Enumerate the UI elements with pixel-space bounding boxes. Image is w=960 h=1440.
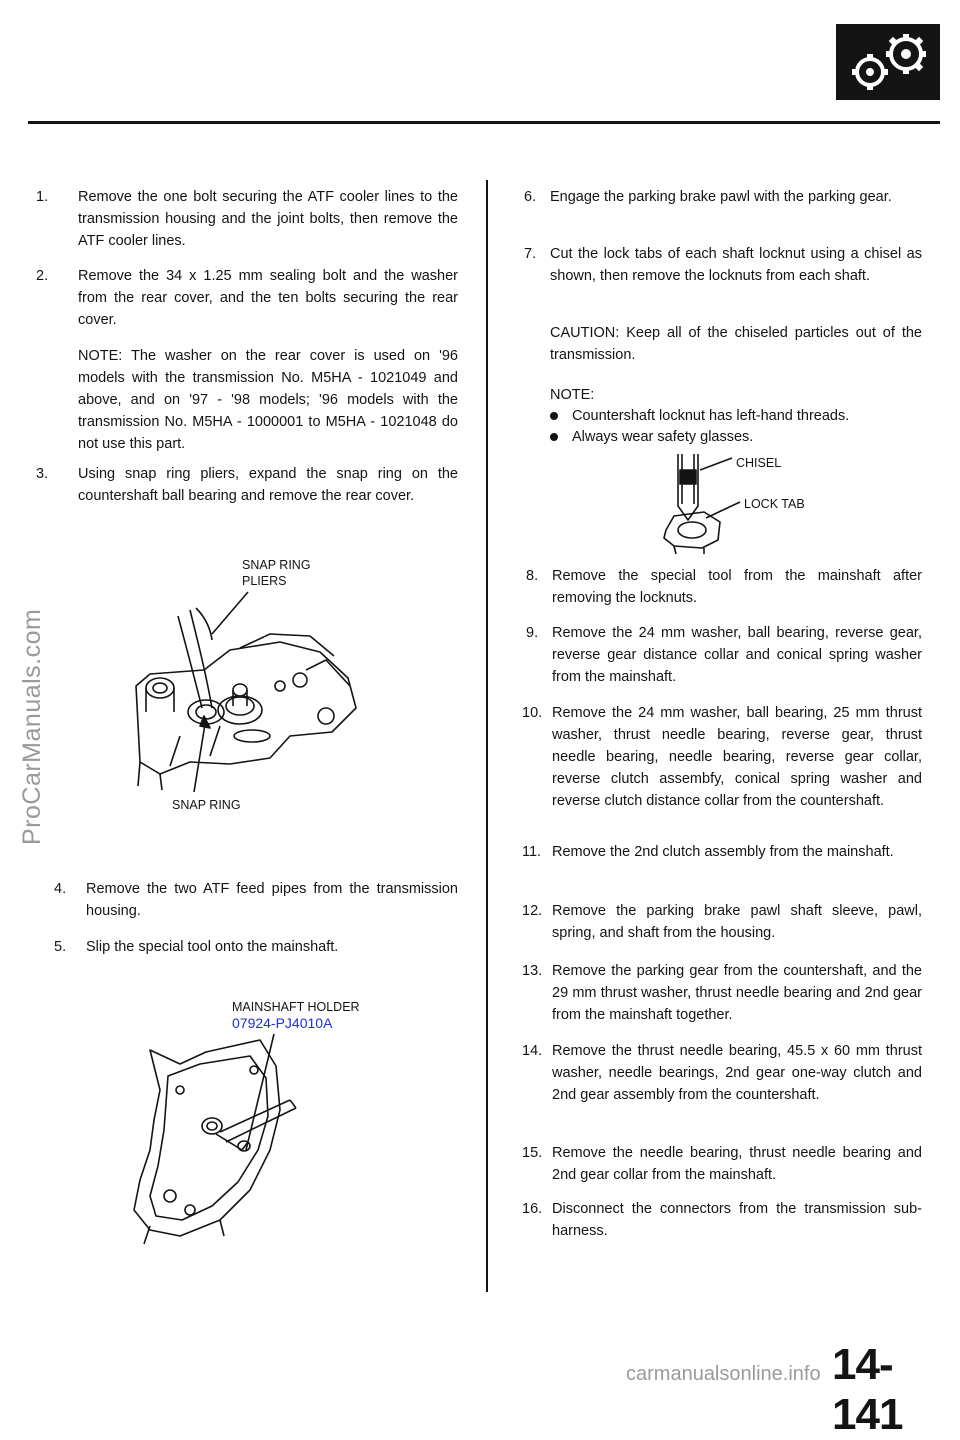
header-rule bbox=[28, 121, 940, 124]
snap-ring-label: SNAP RING bbox=[172, 798, 241, 812]
page-number: 14-141 bbox=[832, 1340, 903, 1439]
snap-ring-pliers-label: SNAP RING PLIERS bbox=[242, 558, 311, 588]
rear-cover-washer-note: NOTE: The washer on the rear cover is used on '96 models with the transmission No. M5HA - 1021049 and above, and on '97 - '98 models; '96 models with the transmission No. M5HA - 1000001 to M5HA - 1021048 do not use this part. bbox=[78, 348, 458, 452]
mainshaft-holder-illustration bbox=[120, 1030, 420, 1250]
column-divider bbox=[486, 180, 488, 1292]
gears-icon bbox=[836, 24, 940, 100]
mainshaft-holder-label: MAINSHAFT HOLDER bbox=[232, 1000, 360, 1014]
note-title: NOTE: bbox=[550, 387, 595, 403]
manual-page: ProCarManuals.com 1. Remove the one bolt securing the ATF cooler lines to the transmission housing and the joint bolts, then remove the ATF cooler lines. 2. Remove the 34 x 1.25 mm sealing bolt and the washer from the rear cover, and the ten bolts securing the rear cover. NOTE: The washer on the rear cover is used on '96 models with the transmission No. M5HA - 1021049 and above, and on '97 - '98 models; '96 models with the transmission No. M5HA - 1000001 to M5HA - 1021048 do not use this part. 3. Using snap ring pliers, expand the snap ring on the countershaft ball bearing and remove the rear cover. SNAP RING PLIERS SNAP RING 4. Remove the two ATF feed pipes from the transmission housing. 5. Slip the special tool onto the mainshaft. MAINSHAFT HOLDER 07924-PJ4010A 6. Engage the parking brake pawl with the parking gear. 7. Cut the lock tabs of each shaft locknut using a chisel as shown, then remove the locknuts from each shaft. CAUTION: Keep all of the chiseled particles out of the transmission. NOTE: Countershaft locknut has left-hand threads. Always wear safety glasses. CHISEL LOCK TAB 8. Remove the special tool from the mainshaft after removing the locknuts. 9. Remove the 24 mm washer, ball bearing, reverse gear, reverse gear distance collar and conical spring washer from the mainshaft. 10. Remove the 24 mm washer, ball bearing, 25 mm thrust washer, thrust needle bearing, reverse gear, thrust needle bearing, needle bearing, reverse gear collar, reverse clutch assembfy, conical spring washer and reverse clutch distance collar from the countershaft. 11. Remove the 2nd clutch assembly from the mainshaft. 12. Remove the parking brake pawl shaft sleeve, pawl, spring, and shaft from the housing. 13. Remove the parking gear from the countershaft, and the 29 mm thrust washer, thrust needle bearing and 2nd gear from the mainshaft together. 14. Remove the thrust needle bearing, 45.5 x 60 mm thrust washer, needle bearings, 2nd gear one-way clutch and 2nd gear assembly from the countershaft. 15. Remove the needle bearing, thrust needle bearing and 2nd gear collar from the mainshaft. 16. Disconnect the connectors from the transmission sub-harness. 14-141 carmanualsonline.info bbox=[0, 0, 960, 1391]
tool-number-label: 07924-PJ4010A bbox=[232, 1015, 333, 1031]
footer-watermark: carmanualsonline.info bbox=[626, 1363, 821, 1385]
lock-tab-label: LOCK TAB bbox=[744, 497, 805, 511]
caution-note: CAUTION: Keep all of the chiseled particles out of the transmission. bbox=[550, 325, 922, 363]
snap-ring-removal-illustration bbox=[120, 586, 380, 798]
chisel-label: CHISEL bbox=[736, 456, 782, 470]
